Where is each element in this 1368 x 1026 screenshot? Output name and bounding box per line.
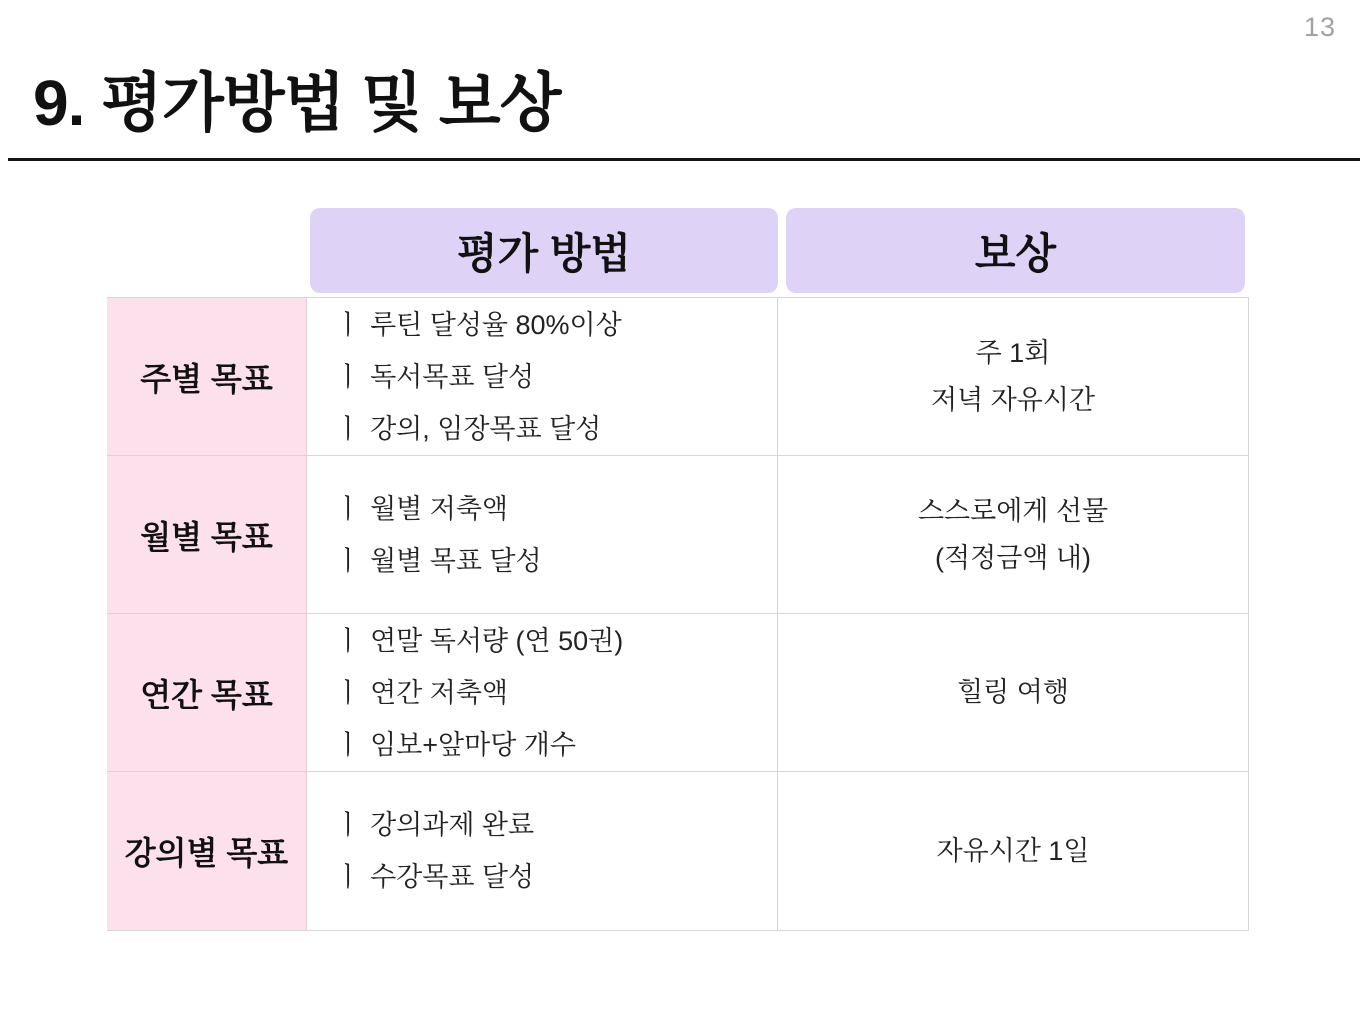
page-number: 13 [1303,12,1336,42]
bullet-mark: ㅣ [335,361,362,392]
row-label-monthly-goal: 월별 목표 [107,456,307,613]
column-header-reward: 보상 [786,208,1245,293]
method-item [335,535,777,587]
column-header-method: 평가 방법 [310,208,778,293]
title-divider [8,158,1360,161]
reward-text: 자유시간 1일 [936,835,1090,866]
method-cell [307,772,778,930]
reward-text: 스스로에게 선물 [917,495,1109,526]
page-title: 9. 평가방법 및 보상 [33,67,561,139]
bullet-mark: ㅣ [335,862,362,892]
method-item [335,615,777,667]
method-item-text: 월별 목표 달성 [370,545,542,576]
table-row [107,298,1248,456]
reward-text: (적정금액 내) [935,542,1091,573]
method-cell [307,614,778,771]
method-item-text: 강의과제 완료 [370,810,535,840]
bullet-mark: ㅣ [335,729,362,760]
evaluation-reward-table [107,208,1249,931]
table-row [107,772,1248,930]
reward-cell [778,456,1248,613]
method-item-text: 강의, 임장목표 달성 [370,413,602,444]
bullet-mark: ㅣ [335,810,362,840]
table-body [107,297,1249,931]
method-item-text: 수강목표 달성 [370,862,535,892]
method-item-text: 연간 저축액 [370,677,509,708]
row-label-annual-goal: 연간 목표 [107,614,307,771]
bullet-mark: ㅣ [335,545,362,576]
method-item [335,403,777,455]
method-item [335,719,777,771]
method-item [335,799,777,851]
row-label-per-lecture-goal: 강의별 목표 [107,772,307,930]
table-row [107,614,1248,772]
method-cell [307,456,778,613]
method-item-text: 연말 독서량 (연 50권) [370,625,624,656]
reward-cell [778,772,1248,930]
method-item-text: 루틴 달성율 80%이상 [370,309,622,340]
reward-text: 저녁 자유시간 [931,384,1095,415]
method-item [335,483,777,535]
row-label-weekly-goal: 주별 목표 [107,298,307,455]
method-item-text: 임보+앞마당 개수 [370,729,576,760]
method-item [335,851,777,903]
bullet-mark: ㅣ [335,309,362,340]
bullet-mark: ㅣ [335,677,362,708]
bullet-mark: ㅣ [335,625,362,656]
method-item-text: 독서목표 달성 [370,361,535,392]
reward-text: 주 1회 [975,337,1051,368]
bullet-mark: ㅣ [335,413,362,444]
method-item-text: 월별 저축액 [370,493,509,524]
method-item [335,667,777,719]
method-cell [307,298,778,455]
header-spacer [107,208,310,293]
method-item [335,299,777,351]
method-item [335,351,777,403]
table-row [107,456,1248,614]
reward-cell [778,614,1248,771]
bullet-mark: ㅣ [335,493,362,524]
reward-cell [778,298,1248,455]
table-header-row [107,208,1249,293]
reward-text: 힐링 여행 [957,677,1069,707]
